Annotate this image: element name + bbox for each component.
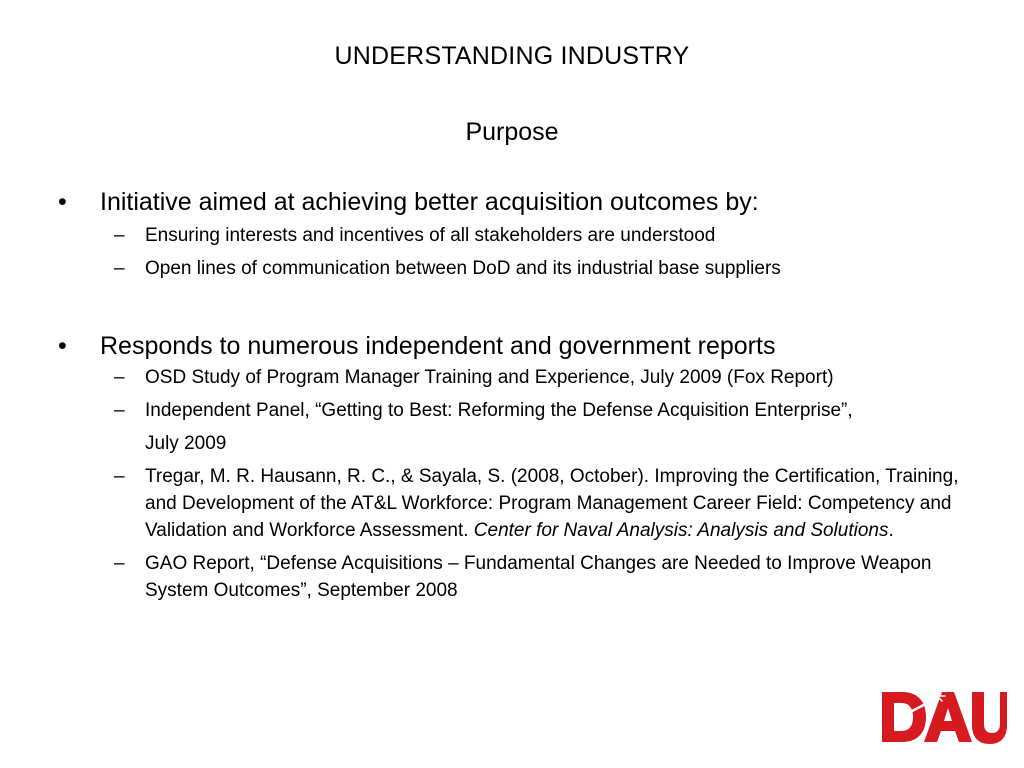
bullet-icon: • bbox=[58, 188, 67, 216]
dash-icon: – bbox=[114, 367, 125, 388]
sub-bullet-item bbox=[58, 255, 978, 282]
sub-bullet-text: Tregar, M. R. Hausann, R. C., & Sayala, S. (2008, October). Improving the Certification, Training, and Development of the AT&L Workforce: Program Management Career Field: Competency and Validation and Workforce Assessment. bbox=[145, 466, 959, 541]
sub-bullet-text: OSD Study of Program Manager Training and Experience, July 2009 (Fox Report) bbox=[145, 367, 834, 388]
dash-icon: – bbox=[114, 258, 125, 279]
sub-bullet-text: Open lines of communication between DoD and its industrial base suppliers bbox=[145, 258, 781, 279]
sub-bullet-text-end: . bbox=[888, 520, 894, 541]
slide-subtitle: Purpose bbox=[465, 118, 559, 146]
sub-bullet-text: Independent Panel, “Getting to Best: Reforming the Defense Acquisition Enterprise”, bbox=[145, 400, 853, 421]
sub-bullet-continuation bbox=[58, 430, 978, 457]
dash-icon: – bbox=[114, 466, 125, 487]
dash-icon: – bbox=[114, 553, 125, 574]
slide-title: UNDERSTANDING INDUSTRY bbox=[334, 42, 690, 70]
dau-logo-icon bbox=[880, 688, 1008, 746]
slide-content bbox=[58, 186, 978, 604]
sub-bullet-item bbox=[58, 397, 978, 424]
bullet-text: Responds to numerous independent and government reports bbox=[100, 332, 776, 360]
sub-bullet-item bbox=[58, 463, 978, 544]
sub-bullet-italic-text: Center for Naval Analysis: Analysis and Solutions bbox=[473, 520, 889, 541]
bullet-icon: • bbox=[58, 332, 67, 360]
dash-icon: – bbox=[114, 400, 125, 421]
sub-bullet-item bbox=[58, 222, 978, 249]
dash-icon: – bbox=[114, 225, 125, 246]
bullet-item bbox=[58, 186, 978, 218]
sub-bullet-text: July 2009 bbox=[145, 433, 227, 454]
bullet-text: Initiative aimed at achieving better acquisition outcomes by: bbox=[100, 188, 759, 216]
sub-bullet-item bbox=[58, 550, 978, 604]
sub-bullet-text: Ensuring interests and incentives of all stakeholders are understood bbox=[145, 225, 716, 246]
sub-bullet-text: GAO Report, “Defense Acquisitions – Fundamental Changes are Needed to Improve Weapon System Outcomes”, September 2008 bbox=[145, 553, 932, 601]
bullet-item bbox=[58, 330, 978, 362]
sub-bullet-item bbox=[58, 364, 978, 391]
